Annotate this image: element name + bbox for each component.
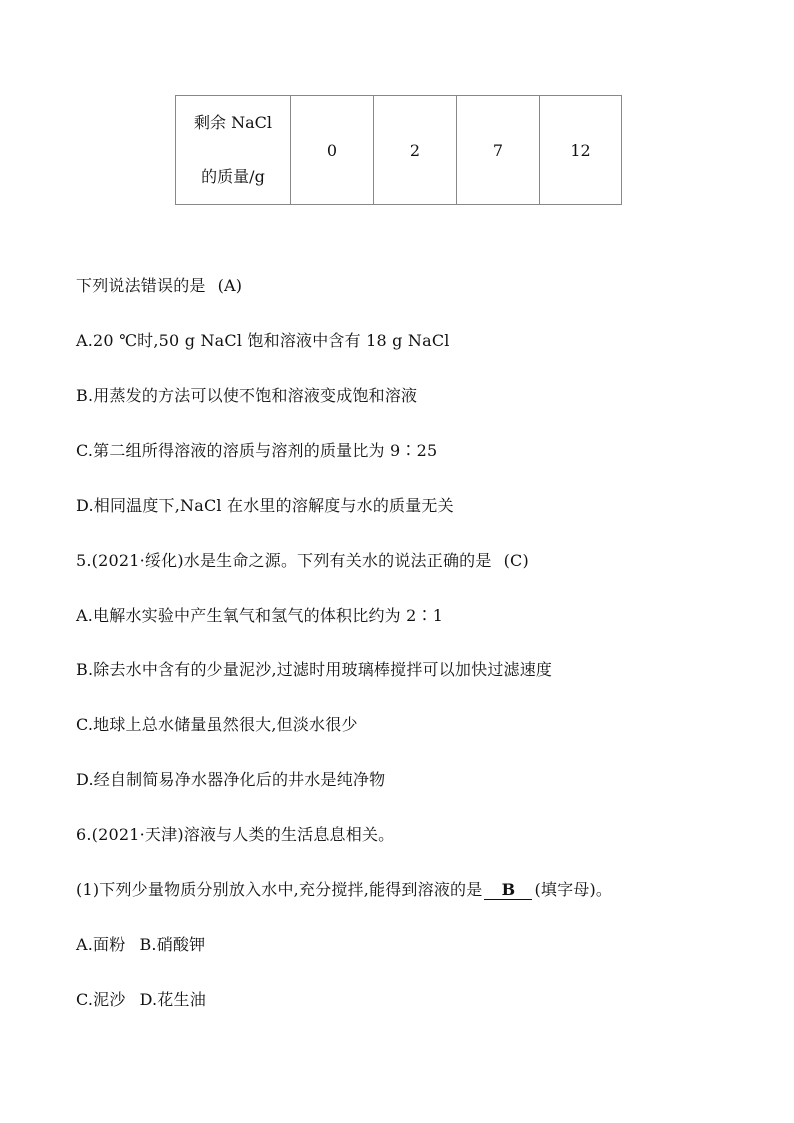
table-cell: 7 [457,96,540,205]
q4-stem-text: 下列说法错误的是 [76,276,206,295]
table-cell: 0 [291,96,374,205]
q6-option-b: B.硝酸钾 [139,935,206,954]
q4-option-a: A.20 ℃时,50 g NaCl 饱和溶液中含有 18 g NaCl [76,331,450,350]
q6-part1-suffix: (填字母)。 [534,880,613,899]
q5-option-a: A.电解水实验中产生氧气和氢气的体积比约为 2∶1 [76,606,444,625]
q5-answer: (C) [503,551,529,570]
q6-part1-answer-blank: B [484,880,532,900]
q5-stem-text: 5.(2021·绥化)水是生命之源。下列有关水的说法正确的是 [76,551,492,570]
table-row [176,96,622,205]
q4-option-b: B.用蒸发的方法可以使不饱和溶液变成饱和溶液 [76,386,418,405]
q4-stem [76,273,242,296]
q6-part1-text: (1)下列少量物质分别放入水中,充分搅拌,能得到溶液的是 [76,880,483,899]
data-table [175,95,622,205]
q6-stem: 6.(2021·天津)溶液与人类的生活息息相关。 [76,825,395,844]
row-label-line2: 的质量/g [201,167,265,186]
row-header-cell [176,96,291,205]
q6-options-row2 [76,987,206,1010]
q5-option-d: D.经自制简易净水器净化后的井水是纯净物 [76,770,386,789]
q6-option-c: C.泥沙 [76,990,126,1009]
q5-option-c: C.地球上总水储量虽然很大,但淡水很少 [76,715,358,734]
q5-stem [76,548,529,571]
q4-option-c: C.第二组所得溶液的溶质与溶剂的质量比为 9∶25 [76,441,438,460]
q4-option-d: D.相同温度下,NaCl 在水里的溶解度与水的质量无关 [76,496,454,515]
q6-part1 [76,877,612,900]
row-label-line1: 剩余 NaCl [194,113,272,132]
q4-answer: (A) [217,276,243,295]
q5-option-b: B.除去水中含有的少量泥沙,过滤时用玻璃棒搅拌可以加快过滤速度 [76,660,553,679]
q6-option-a: A.面粉 [76,935,126,954]
q6-options-row1 [76,932,205,955]
table-cell: 2 [374,96,457,205]
table-cell: 12 [540,96,622,205]
q6-option-d: D.花生油 [139,990,206,1009]
